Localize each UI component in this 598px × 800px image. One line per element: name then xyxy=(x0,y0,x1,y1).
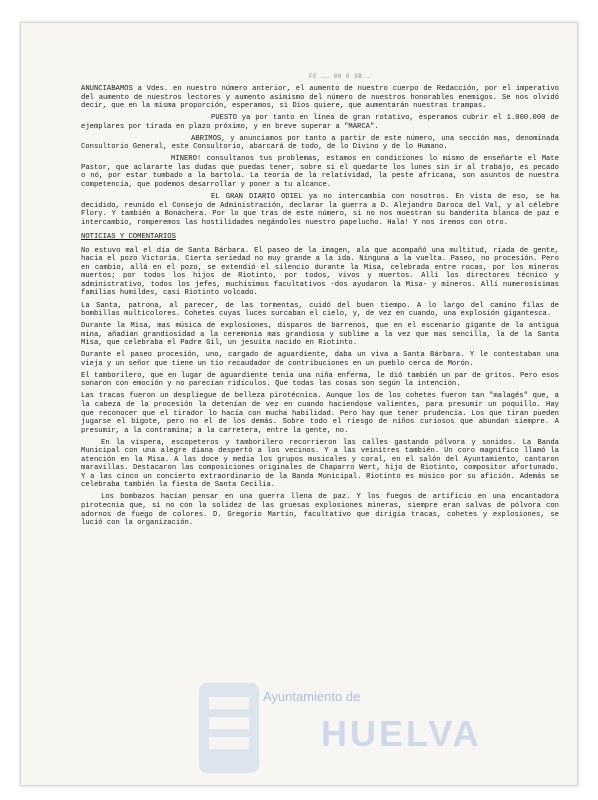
section-heading: NOTICIAS Y COMENTARIOS xyxy=(81,233,176,242)
document-body xyxy=(81,85,559,531)
paragraph: ANUNCIABAMOS a Vdes. en nuestro número anterior, el aumento de nuestro cuerpo de Redacción, por el imperativo del aumento de nuestros lectores y aumento asimismo del número de nuestros honorables enemigos. Se nos olvidó decir, que en la misma proporción, esperamos, si Dios quiere, que aumentarán nuestras trampas. xyxy=(81,85,559,111)
paragraph: En la víspera, escopeteros y tamborilero recorrieron las calles gastando pólvora y sonidos. La Banda Municipal con una alegre diana despertó a los vecinos. Y a las veinitres también. Un coro magnífico llamó la atención en la Misa. A las doce y media los grupos musicales y coral, en el salón del Ayuntamiento, cantaron maravillas. Destacaron las composiciones originales de Chaparro Wert, hijo de Riotinto, compositor afortunado. Y a las cinco un concierto extraordinario de la Banda Municipal. Riotinto es músico por su afición. Además se celebraba también la fiesta de Santa Cecilia. xyxy=(81,438,559,490)
watermark-logo-icon xyxy=(189,673,549,783)
paragraph: Durante la Misa, mas música de explosiones, disparos de barrenos, que en el escenario gigante de la antigua mina, añadían grandiosidad a la ceremonia mas grandiosa y sublime a la vez que mas sencilla, la de la Santa Misa, que celebraba el Padre Gil, un jesuita nacido en Riotinto. xyxy=(81,322,559,348)
watermark-title: HUELVA xyxy=(321,713,482,754)
paragraph: Los bombazos hacían pensar en una guerra llena de paz. Y los fuegos de artificio en una encantadora pirotecnia que, si no con la solidez de las gruesas explosiones mineras, siempre eran salvas de pólvora con adornos de fuego de colores. D. Gregorio Martín, facultativo que dirigía tracas, cohetes y explosiones, se lució con la organización. xyxy=(81,493,559,528)
paragraph: PUESTO ya por tanto en línea de gran rotativo, esperamos cubrir el 1.000.000 de ejemplares por tirada en plazo próximo, y en breve superar a "MARCA". xyxy=(81,114,559,131)
header-mark: FE …… 00 0 9B … xyxy=(309,73,371,80)
paragraph: El tamborilero, que en lugar de aguardiente tenía una niña enferma, le dió también un par de gritos. Pero esos sonaron con emoción y no parecían ridículos. Que todas las cosas son según la intención. xyxy=(81,371,559,389)
document-page xyxy=(20,22,578,786)
paragraph: Las tracas fueron un despliegue de belleza pirotécnica. Aunque los de los cohetes fueron tan "malagés" que, a la cabeza de la procesión la detenían de vez en cuando haciendose valientes, para presumir un poquillo. Hay que reconocer que el tirador lo hacía con mucha habilidad. Pero hay que tener prudencia. Los que tiran pueden jugarse el bigote, pero no el de los demás. Sobre todo el riesgo de niños curiosos que abundan siempre. A presumir, a la contramina; a la carretera, entre la gente, no. xyxy=(81,392,559,435)
paragraph: MINERO! consultanos tus problemas, estamos en condiciones lo mismo de enseñarte el Mate Pastor, que aclararte las dudas que puedas tener, sobre si el quedarte los lunes sin ir al trabajo, es pecado o nó, por estar tumbado a la bartola. La teoría de la relatividad, la peste africana, son asuntos de nuestra competencia, que podemos desarrollar y poner a tu alcance. xyxy=(81,155,559,189)
watermark-caption: Ayuntamiento de xyxy=(263,689,361,704)
paragraph: ABRIMOS, y anunciamos por tanto a partir de este número, una sección mas, denominada Consultorio General, este Consultorio, abarcará de todo, de lo Divino y de lo Humano. xyxy=(81,134,559,152)
paragraph: EL GRAN DIARIO ODIEL ya no intercambia con nosotros. En vista de eso, se ha decidido, reunido el Consejo de Administración, declarar la guerra a D. Alejandro Daroca del Val, y al célebre Flory. Y también a Bonachera. Por lo que tras de este número, si no nos muestran su banderita blanca de paz e intercambio, romperemos las hostilidades negándoles nuestro papelucho. Hala! Y nos iremos con otro. xyxy=(81,193,559,227)
paragraph: La Santa, patrona, al parecer, de las tormentas, cuidó del buen tiempo. A lo largo del camino filas de bombillas multicolores. Cohetes cuyas luces surcaban el cielo, y, de vez en cuando, una explosión gigantesca. xyxy=(81,301,559,319)
paragraph: Durante el paseo procesión, uno, cargado de aguardiente, daba un viva a Santa Bárbara. Y le contestaban una vieja y un señor que tiene un tío recaudador de contribuciones en un pueblo cerca de Morón. xyxy=(81,351,559,368)
paragraph: No estuvo mal el día de Santa Bárbara. El paseo de la imagen, ala que acompañó una multitud, riada de gente, hacia el pozo Victoria. Cierta seriedad no muy grande a la ida. Ninguna a la vuelta. Paseo, no procesión. Pero en cambio, allá en el pozo, se extendió el silencio durante la Misa, celebrada entre rocas, por los mineros muertos; por todos los hijos de Riotinto, por todos, vivos y muertos. Allí los directores técnico y administrativo, todos los jefes, muchísimos facultativos -dos ayudaron la Misa- y mineros. Allí numerosísimas familias humildes, casi Riotinto volcado. xyxy=(81,246,559,298)
